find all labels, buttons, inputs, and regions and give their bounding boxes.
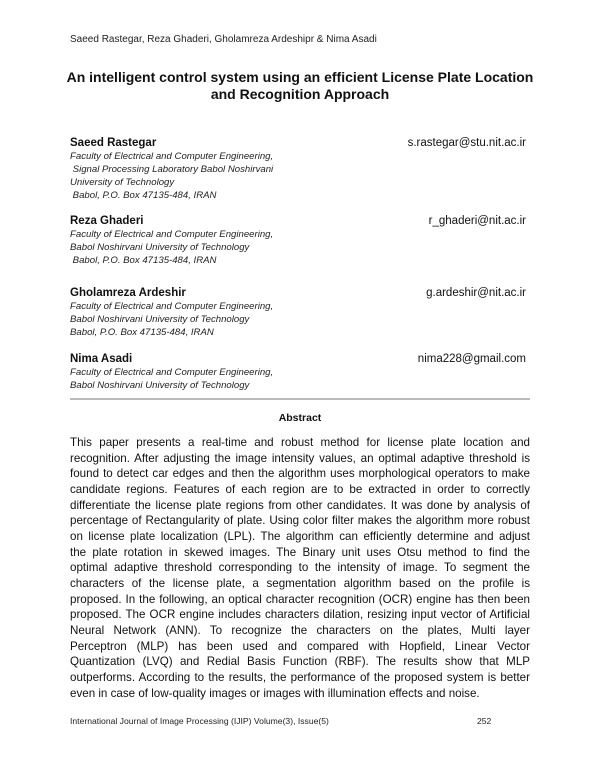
affiliation-line: Babol Noshirvani University of Technology (70, 314, 250, 325)
affiliation-line: Signal Processing Laboratory Babol Noshirvani (70, 164, 274, 175)
abstract-line: percentage of Rectangularity of plate. Using color filter makes the algorithm more robust (70, 514, 530, 528)
author-name: Nima Asadi (70, 353, 133, 365)
affiliation-line: Babol Noshirvani University of Technology (70, 242, 250, 253)
paper-title (60, 69, 540, 102)
author-email: r_ghaderi@nit.ac.ir (428, 215, 526, 227)
abstract-line: outperforms. According to the results, the performance of the proposed system is better (70, 670, 530, 684)
author-affiliation (70, 228, 530, 267)
abstract-body (70, 435, 530, 701)
abstract-heading: Abstract (278, 412, 322, 424)
author-block (70, 286, 530, 339)
abstract-line: characters of the license plate, a segmentation algorithm based on the profile is (70, 576, 530, 590)
abstract-line: recognition. After adjusting the image intensity values, an optimal adaptive threshold is (70, 451, 530, 465)
affiliation-line: Faculty of Electrical and Computer Engineering, (70, 301, 274, 312)
affiliation-line: Babol Noshirvani University of Technology (70, 380, 250, 391)
author-block (70, 136, 530, 202)
running-head: Saeed Rastegar, Reza Ghaderi, Gholamreza Ardeshipr & Nima Asadi (70, 34, 377, 45)
affiliation-line: Faculty of Electrical and Computer Engineering, (70, 229, 274, 240)
author-email: nima228@gmail.com (417, 353, 526, 365)
abstract-line: the plate rotation in skewed images. The Binary unit uses Otsu method to find the (70, 545, 530, 559)
section-divider (70, 398, 530, 400)
affiliation-line: Faculty of Electrical and Computer Engineering, (70, 367, 274, 378)
author-name: Gholamreza Ardeshir (70, 287, 186, 299)
footer-journal: International Journal of Image Processing (IJIP) Volume(3), Issue(5) (70, 716, 329, 726)
author-block (70, 352, 530, 392)
affiliation-line: Faculty of Electrical and Computer Engineering, (70, 151, 274, 162)
author-email: g.ardeshir@nit.ac.ir (426, 287, 526, 299)
author-name: Saeed Rastegar (70, 137, 157, 149)
author-name: Reza Ghaderi (70, 215, 144, 227)
abstract-line: This paper presents a real-time and robust method for license plate location and (70, 436, 530, 449)
abstract-line: Quantization (LVQ) and Redial Basis Function (RBF). The results show that MLP (70, 655, 530, 669)
page-number: 252 (477, 716, 492, 726)
abstract-line: proposed. The OCR engine includes characters dilation, resizing input vector of Artificial (70, 608, 530, 622)
abstract-line: candidate regions. Features of each region are to be extracted in order to correctly (70, 482, 530, 496)
author-affiliation (70, 150, 530, 202)
author-block (70, 214, 530, 267)
abstract-line: even in case of low-quality images or images with illumination effects and noise. (70, 686, 480, 700)
affiliation-line: Babol, P.O. Box 47135-484, IRAN (70, 327, 214, 338)
abstract-line: on license plate localization (LPL). The algorithm can efficiently determine and adjust (70, 529, 530, 543)
abstract-line: Perceptron (MLP) has been used and compared with Hopfield, Linear Vector (70, 639, 530, 653)
abstract-line: differentiate the license plate regions from other candidates. It was done by analysis of (70, 498, 530, 512)
author-email: s.rastegar@stu.nit.ac.ir (407, 137, 526, 149)
abstract-line: proposed. In the following, an optical character recognition (OCR) engine has then been (70, 592, 530, 606)
affiliation-line: University of Technology (70, 177, 175, 188)
author-affiliation (70, 366, 530, 392)
abstract-line: found to detect car edges and then the algorithm uses morphological operators to make (70, 467, 530, 481)
affiliation-line: Babol, P.O. Box 47135-484, IRAN (70, 190, 217, 201)
abstract-line: Neural Network (ANN). To recognize the characters on the plates, Multi layer (70, 623, 530, 637)
abstract-line: optimal adaptive threshold corresponding to the intensity of image. To segment the (70, 561, 530, 575)
title-line: and Recognition Approach (210, 85, 390, 102)
affiliation-line: Babol, P.O. Box 47135-484, IRAN (70, 255, 217, 266)
title-line: An intelligent control system using an efficient License Plate Location (66, 69, 534, 85)
author-affiliation (70, 300, 530, 339)
